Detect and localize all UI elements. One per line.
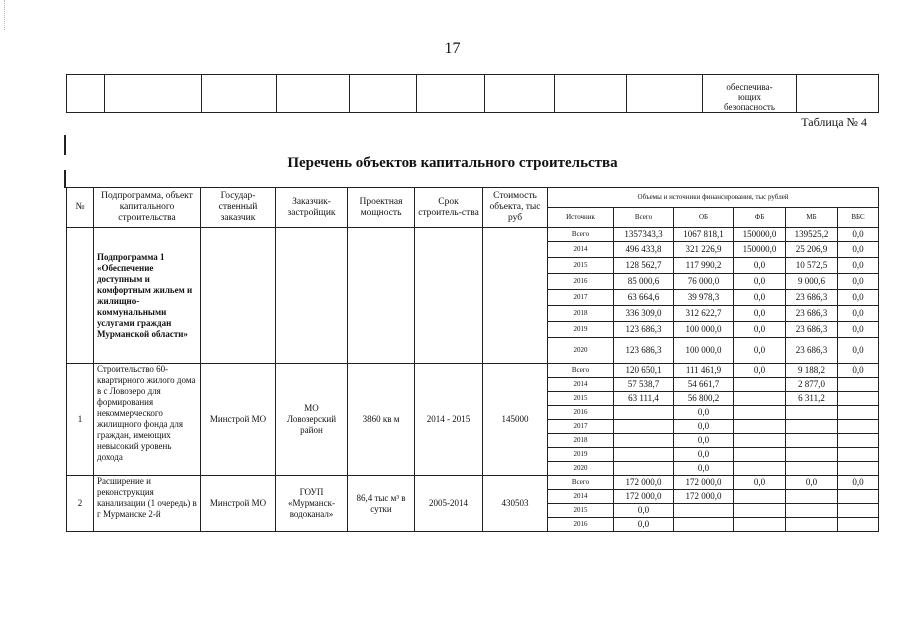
vbs-cell: 0,0 (838, 322, 879, 338)
ob-cell: 117 990,2 (674, 258, 734, 274)
fb-cell (734, 392, 786, 406)
mb-cell: 9 000,6 (786, 274, 838, 290)
col-header-funding: Объемы и источники финансирования, тыс рублей (548, 188, 879, 208)
row-number-cell (67, 228, 94, 364)
vbs-cell: 0,0 (838, 242, 879, 258)
vbs-cell: 0,0 (838, 290, 879, 306)
total-cell (614, 434, 674, 448)
col-header-total: Всего (614, 208, 674, 228)
developer-cell: МО Ловозерский район (276, 364, 348, 476)
ob-cell: 172 000,0 (674, 476, 734, 490)
page-edge-mark (0, 0, 5, 30)
fb-cell: 0,0 (734, 258, 786, 274)
source-cell: 2014 (548, 490, 614, 504)
ob-cell: 56 800,2 (674, 392, 734, 406)
total-cell: 123 686,3 (614, 322, 674, 338)
total-cell: 336 309,0 (614, 306, 674, 322)
total-cell (614, 462, 674, 476)
source-cell: 2019 (548, 448, 614, 462)
total-cell: 0,0 (614, 504, 674, 518)
ob-cell: 0,0 (674, 434, 734, 448)
ob-cell: 0,0 (674, 420, 734, 434)
fb-cell: 0,0 (734, 476, 786, 490)
source-cell: 2014 (548, 242, 614, 258)
ob-cell: 0,0 (674, 448, 734, 462)
source-cell: Всего (548, 476, 614, 490)
term-cell: 2014 - 2015 (415, 364, 483, 476)
fb-cell: 0,0 (734, 306, 786, 322)
mb-cell (786, 420, 838, 434)
cost-cell: 145000 (483, 364, 548, 476)
mb-cell (786, 462, 838, 476)
source-cell: 2015 (548, 258, 614, 274)
fb-cell (734, 378, 786, 392)
mb-cell: 9 188,2 (786, 364, 838, 378)
ob-cell: 172 000,0 (674, 490, 734, 504)
total-cell: 120 650,1 (614, 364, 674, 378)
mb-cell: 23 686,3 (786, 338, 838, 364)
vbs-cell: 0,0 (838, 274, 879, 290)
ob-cell: 312 622,7 (674, 306, 734, 322)
row-number-cell: 2 (67, 476, 94, 532)
capital-construction-table (66, 187, 879, 532)
empty-cell (201, 228, 276, 364)
total-cell (614, 448, 674, 462)
empty-cell (415, 228, 483, 364)
developer-cell: ГОУП «Мурманск-водоканал» (276, 476, 348, 532)
source-cell: 2015 (548, 392, 614, 406)
ob-cell: 111 461,9 (674, 364, 734, 378)
fb-cell: 150000,0 (734, 242, 786, 258)
col-header-fb: ФБ (734, 208, 786, 228)
fb-cell: 0,0 (734, 290, 786, 306)
col-header-developer: Заказчик-застройщик (276, 188, 348, 228)
vbs-cell (838, 518, 879, 532)
margin-mark (64, 135, 66, 155)
fragment-note: обеспечива- ющих безопасность (703, 75, 797, 113)
source-cell: 2016 (548, 274, 614, 290)
vbs-cell: 0,0 (838, 306, 879, 322)
source-cell: 2017 (548, 290, 614, 306)
total-cell: 123 686,3 (614, 338, 674, 364)
fb-cell: 150000,0 (734, 228, 786, 242)
ob-cell: 0,0 (674, 462, 734, 476)
col-header-capacity: Проектная мощность (348, 188, 415, 228)
total-cell: 63 111,4 (614, 392, 674, 406)
customer-cell: Минстрой МО (201, 364, 276, 476)
mb-cell (786, 406, 838, 420)
source-cell: 2018 (548, 434, 614, 448)
fb-cell (734, 490, 786, 504)
table-row (67, 364, 879, 378)
vbs-cell (838, 420, 879, 434)
ob-cell: 0,0 (674, 406, 734, 420)
col-header-subprogram: Подпрограмма, объект капитального строительства (94, 188, 201, 228)
total-cell: 172 000,0 (614, 490, 674, 504)
vbs-cell (838, 406, 879, 420)
table-title: Перечень объектов капитального строительства (287, 155, 618, 171)
vbs-cell (838, 490, 879, 504)
vbs-cell (838, 392, 879, 406)
cost-cell: 430503 (483, 476, 548, 532)
col-header-customer: Государ-ственный заказчик (201, 188, 276, 228)
col-header-no: № (67, 188, 94, 228)
source-cell: Всего (548, 364, 614, 378)
total-cell: 172 000,0 (614, 476, 674, 490)
mb-cell: 6 311,2 (786, 392, 838, 406)
ob-cell: 321 226,9 (674, 242, 734, 258)
vbs-cell (838, 434, 879, 448)
mb-cell: 2 877,0 (786, 378, 838, 392)
empty-cell (348, 228, 415, 364)
mb-cell (786, 434, 838, 448)
fb-cell: 0,0 (734, 364, 786, 378)
total-cell (614, 406, 674, 420)
vbs-cell (838, 378, 879, 392)
mb-cell (786, 448, 838, 462)
vbs-cell (838, 448, 879, 462)
mb-cell (786, 518, 838, 532)
term-cell: 2005-2014 (415, 476, 483, 532)
capacity-cell: 3860 кв м (348, 364, 415, 476)
source-cell: 2016 (548, 406, 614, 420)
empty-cell (483, 228, 548, 364)
capacity-cell: 86,4 тыс м³ в сутки (348, 476, 415, 532)
source-cell: 2018 (548, 306, 614, 322)
table-label: Таблица № 4 (801, 115, 867, 129)
source-cell: Всего (548, 228, 614, 242)
total-cell: 1357343,3 (614, 228, 674, 242)
table-row (67, 228, 879, 242)
vbs-cell: 0,0 (838, 258, 879, 274)
total-cell (614, 420, 674, 434)
fb-cell (734, 406, 786, 420)
mb-cell (786, 504, 838, 518)
col-header-mb: МБ (786, 208, 838, 228)
ob-cell: 1067 818,1 (674, 228, 734, 242)
col-header-source: Источник (548, 208, 614, 228)
total-cell: 57 538,7 (614, 378, 674, 392)
vbs-cell: 0,0 (838, 338, 879, 364)
mb-cell: 139525,2 (786, 228, 838, 242)
source-cell: 2020 (548, 338, 614, 364)
vbs-cell: 0,0 (838, 476, 879, 490)
ob-cell: 100 000,0 (674, 338, 734, 364)
mb-cell: 10 572,5 (786, 258, 838, 274)
total-cell: 0,0 (614, 518, 674, 532)
mb-cell: 0,0 (786, 476, 838, 490)
source-cell: 2020 (548, 462, 614, 476)
margin-mark (64, 170, 66, 188)
empty-cell (276, 228, 348, 364)
mb-cell (786, 490, 838, 504)
col-header-term: Срок строитель-ства (415, 188, 483, 228)
vbs-cell (838, 462, 879, 476)
ob-cell: 39 978,3 (674, 290, 734, 306)
fb-cell: 0,0 (734, 322, 786, 338)
mb-cell: 25 206,9 (786, 242, 838, 258)
fb-cell (734, 518, 786, 532)
source-cell: 2015 (548, 504, 614, 518)
source-cell: 2014 (548, 378, 614, 392)
previous-table-fragment (66, 74, 879, 113)
ob-cell: 76 000,0 (674, 274, 734, 290)
mb-cell: 23 686,3 (786, 290, 838, 306)
table-row (67, 476, 879, 490)
vbs-cell (838, 504, 879, 518)
fb-cell (734, 504, 786, 518)
col-header-ob: ОБ (674, 208, 734, 228)
page-number: 17 (444, 40, 461, 57)
ob-cell (674, 518, 734, 532)
fb-cell (734, 420, 786, 434)
customer-cell: Минстрой МО (201, 476, 276, 532)
source-cell: 2017 (548, 420, 614, 434)
fb-cell (734, 434, 786, 448)
object-name: Строительство 60-квартирного жилого дома в с Ловозеро для формирования некоммерческого жилищного фонда для граждан, имеющих невысокий уровень дохода (94, 364, 201, 476)
mb-cell: 23 686,3 (786, 306, 838, 322)
total-cell: 496 433,8 (614, 242, 674, 258)
source-cell: 2016 (548, 518, 614, 532)
fb-cell (734, 448, 786, 462)
ob-cell: 100 000,0 (674, 322, 734, 338)
object-name: Расширение и реконструкция канализации (1 очередь) в г Мурманске 2-й (94, 476, 201, 532)
ob-cell (674, 504, 734, 518)
fb-cell (734, 462, 786, 476)
vbs-cell: 0,0 (838, 228, 879, 242)
subprogram-name: Подпрограмма 1 «Обеспечение доступным и комфортным жильем и жилищно-коммунальными услугами граждан Мурманской области» (94, 228, 201, 364)
total-cell: 85 000,6 (614, 274, 674, 290)
total-cell: 128 562,7 (614, 258, 674, 274)
vbs-cell: 0,0 (838, 364, 879, 378)
ob-cell: 54 661,7 (674, 378, 734, 392)
fb-cell: 0,0 (734, 338, 786, 364)
col-header-cost: Стоимость объекта, тыс руб (483, 188, 548, 228)
col-header-vbs: ВБС (838, 208, 879, 228)
total-cell: 63 664,6 (614, 290, 674, 306)
source-cell: 2019 (548, 322, 614, 338)
mb-cell: 23 686,3 (786, 322, 838, 338)
fb-cell: 0,0 (734, 274, 786, 290)
row-number-cell: 1 (67, 364, 94, 476)
